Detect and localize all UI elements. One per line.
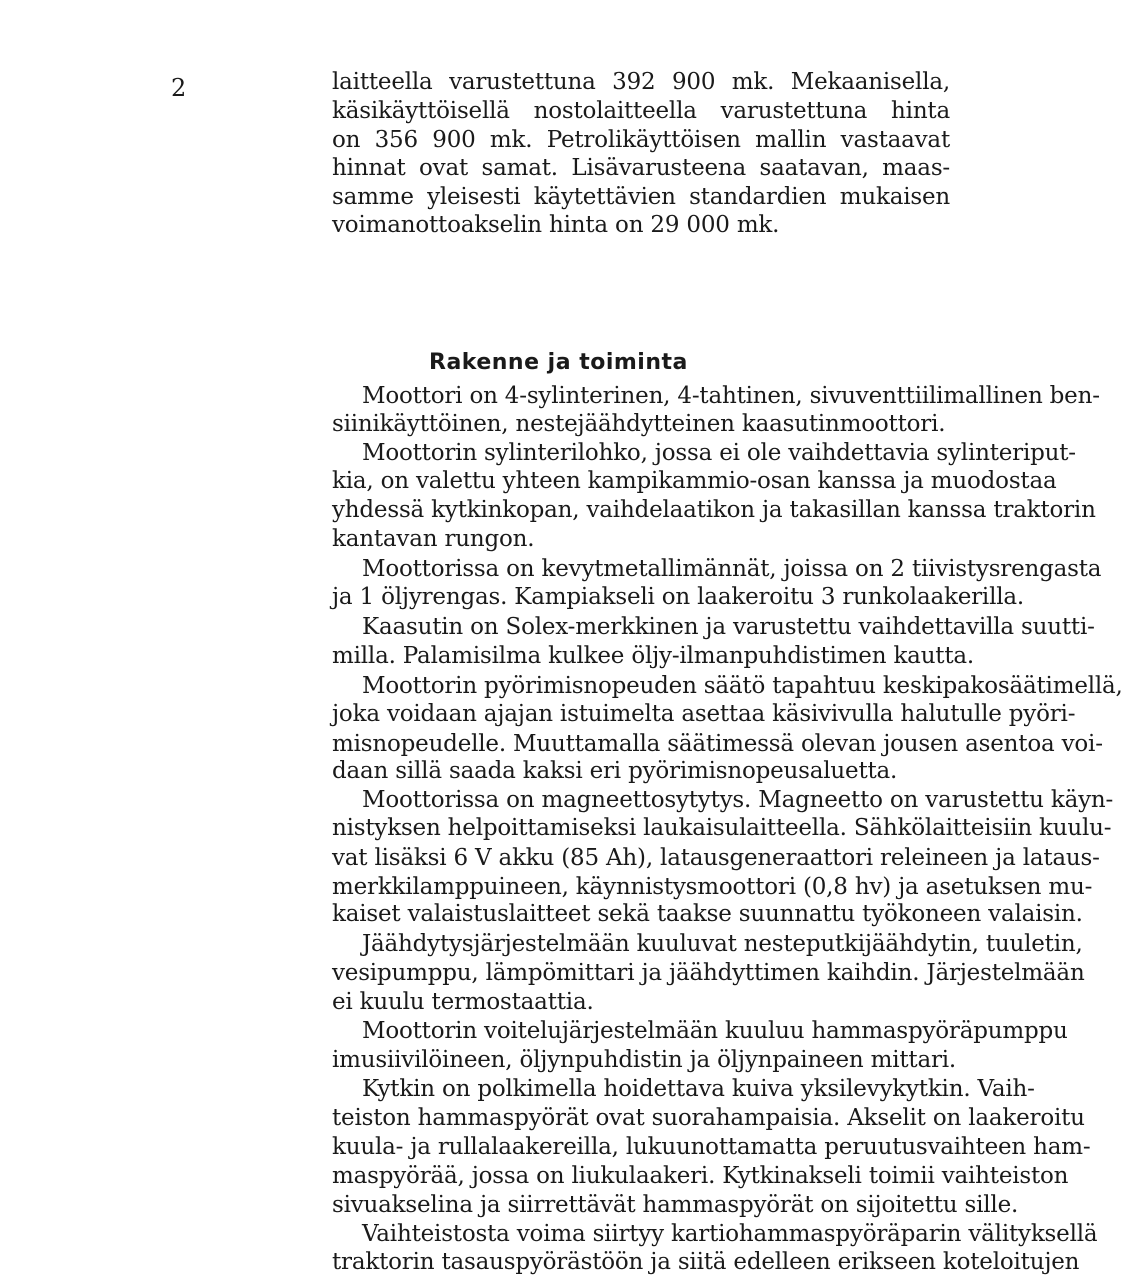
text-line: vesipumppu, lämpömittari ja jäähdyttimen kaihdin. Järjestelmään bbox=[332, 960, 1085, 986]
text-line: käsikäyttöisellä nostolaitteella varustettuna hinta bbox=[332, 98, 950, 124]
text-line: vat lisäksi 6 V akku (85 Ah), latausgeneraattori releineen ja lataus- bbox=[332, 845, 1100, 871]
text-line: ja 1 öljyrengas. Kampiakseli on laakeroitu 3 runkolaakerilla. bbox=[332, 584, 1025, 610]
text-line: teiston hammaspyörät ovat suorahampaisia. Akselit on laakeroitu bbox=[332, 1105, 1085, 1131]
text-line: Moottorin pyörimisnopeuden säätö tapahtuu keskipakosäätimellä, bbox=[362, 673, 1123, 699]
text-line: hinnat ovat samat. Lisävarusteena saatavan, maas- bbox=[332, 155, 950, 181]
text-line: traktorin tasauspyörästöön ja siitä edelleen erikseen koteloitujen bbox=[332, 1249, 1080, 1275]
text-line: samme yleisesti käytettävien standardien mukaisen bbox=[332, 184, 950, 210]
page-number: 2 bbox=[171, 74, 187, 102]
text-line: Vaihteistosta voima siirtyy kartiohammaspyöräparin välityksellä bbox=[362, 1221, 1098, 1247]
text-line: joka voidaan ajajan istuimelta asettaa käsivivulla halutulle pyöri- bbox=[332, 701, 1076, 727]
text-line: Kaasutin on Solex-merkkinen ja varustettu vaihdettavilla suutti- bbox=[362, 614, 1095, 640]
text-line: nistyksen helpoittamiseksi laukaisulaitteella. Sähkölaitteisiin kuulu- bbox=[332, 815, 1112, 841]
text-line: voimanottoakselin hinta on 29 000 mk. bbox=[332, 212, 780, 238]
text-line: maspyörää, jossa on liukulaakeri. Kytkinakseli toimii vaihteiston bbox=[332, 1163, 1069, 1189]
text-line: merkkilamppuineen, käynnistysmoottori (0,8 hv) ja asetuksen mu- bbox=[332, 874, 1093, 900]
text-line: daan sillä saada kaksi eri pyörimisnopeusaluetta. bbox=[332, 758, 898, 784]
text-line: siinikäyttöinen, nestejäähdytteinen kaasutinmoottori. bbox=[332, 411, 946, 437]
text-line: kia, on valettu yhteen kampikammio-osan kanssa ja muodostaa bbox=[332, 468, 1057, 494]
text-line: ei kuulu termostaattia. bbox=[332, 989, 594, 1015]
text-line: milla. Palamisilma kulkee öljy-ilmanpuhdistimen kautta. bbox=[332, 643, 975, 669]
text-line: yhdessä kytkinkopan, vaihdelaatikon ja takasillan kanssa traktorin bbox=[332, 497, 1096, 523]
text-line: kaiset valaistuslaitteet sekä taakse suunnattu työkoneen valaisin. bbox=[332, 901, 1083, 927]
text-line: laitteella varustettuna 392 900 mk. Mekaanisella, bbox=[332, 69, 950, 95]
text-line: on 356 900 mk. Petrolikäyttöisen mallin vastaavat bbox=[332, 127, 950, 153]
text-line: Jäähdytysjärjestelmään kuuluvat nesteputkijäähdytin, tuuletin, bbox=[362, 931, 1083, 957]
text-line: Moottorin sylinterilohko, jossa ei ole vaihdettavia sylinteriput- bbox=[362, 440, 1076, 466]
text-line: imusiivilöineen, öljynpuhdistin ja öljynpaineen mittari. bbox=[332, 1047, 957, 1073]
section-heading: Rakenne ja toiminta bbox=[429, 350, 688, 375]
text-line: kuula- ja rullalaakereilla, lukuunottamatta peruutusvaihteen ham- bbox=[332, 1134, 1091, 1160]
text-line: Moottori on 4-sylinterinen, 4-tahtinen, sivuventtiilimallinen ben- bbox=[362, 383, 1100, 409]
text-line: kantavan rungon. bbox=[332, 526, 535, 552]
text-line: Moottorissa on kevytmetallimännät, joissa on 2 tiivistysrengasta bbox=[362, 556, 1102, 582]
text-line: misnopeudelle. Muuttamalla säätimessä olevan jousen asentoa voi- bbox=[332, 731, 1103, 757]
text-line: sivuakselina ja siirrettävät hammaspyörät on sijoitettu sille. bbox=[332, 1192, 1019, 1218]
text-line: Moottorissa on magneettosytytys. Magneetto on varustettu käyn- bbox=[362, 787, 1114, 813]
text-line: Moottorin voitelujärjestelmään kuuluu hammaspyöräpumppu bbox=[362, 1018, 1068, 1044]
text-line: Kytkin on polkimella hoidettava kuiva yksilevykytkin. Vaih- bbox=[362, 1076, 1035, 1102]
